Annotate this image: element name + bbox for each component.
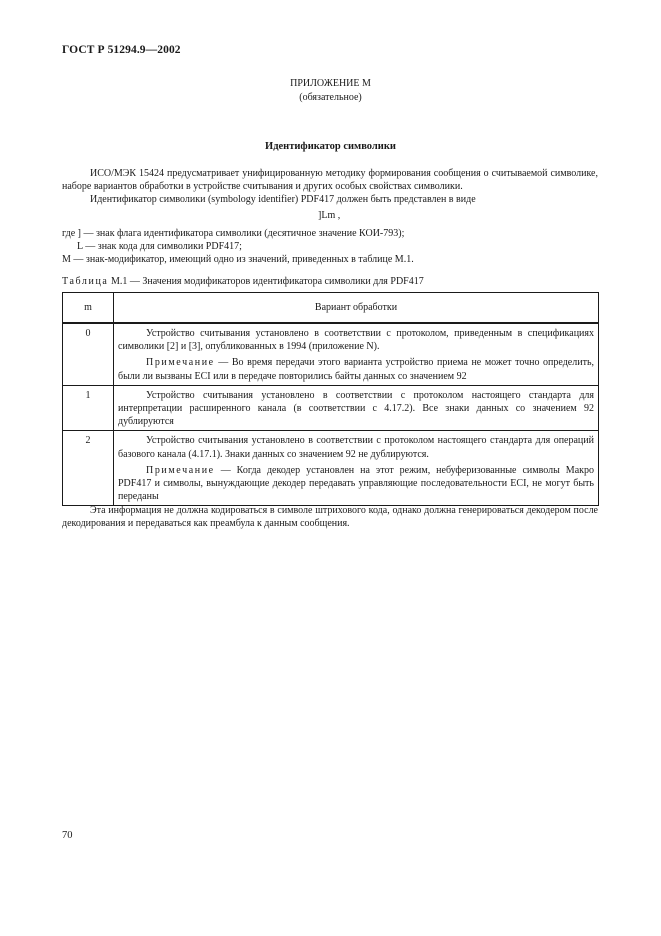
- note-text: — Когда декодер установлен на этот режим, небуферизованные символы Макро PDF417 и символы, вынуждающие декодер передавать управляющие последовательности ECI, не могут быть переданы: [118, 464, 594, 503]
- legend-definitions: [62, 227, 598, 267]
- intro-paragraph-2: Идентификатор символики (symbology identifier) PDF417 должен быть представлен в виде: [90, 194, 476, 206]
- legend-line-code: L — знак кода для символики PDF417;: [77, 241, 242, 253]
- note-label: Примечание: [146, 357, 215, 369]
- header-m: m: [63, 293, 114, 324]
- appendix-status: (обязательное): [299, 91, 362, 103]
- row-text: Устройство считывания установлено в соответствии с протоколом, приведенным в спецификациях символики [2] и [3], опубликованных в 1994 (приложение N).: [118, 328, 594, 353]
- legend-line-flag: где ] — знак флага идентификатора символики (десятичное значение КОИ-793);: [62, 228, 405, 239]
- table-caption-text: М.1 — Значения модификаторов идентификатора символики для PDF417: [108, 276, 424, 287]
- note-text: — Во время передачи этого варианта устройство приема не может точно определить, были ли вызваны ECI или в передаче повторились байты данных со значением 92: [118, 357, 594, 382]
- intro-paragraph-1: ИСО/МЭК 15424 предусматривает унифицированную методику формирования сообщения о считываемой символике, наборе вариантов обработки в устройстве считывания и других особых свойствах символики.: [62, 168, 598, 193]
- row-m-value: 1: [63, 385, 114, 431]
- intro-text: [62, 167, 598, 207]
- legend-line-modifier: M — знак-модификатор, имеющий одно из значений, приведенных в таблице М.1.: [62, 254, 414, 266]
- row-m-value: 0: [63, 323, 114, 385]
- table-caption-prefix: Таблица: [62, 276, 109, 287]
- identifier-formula: ]Lm ,: [318, 210, 341, 221]
- closing-paragraph: Эта информация не должна кодироваться в символе штрихового кода, однако должна генерироваться декодером после декодирования и передаваться как преамбула к данным сообщения.: [62, 505, 598, 530]
- appendix-label: ПРИЛОЖЕНИЕ М: [290, 78, 371, 89]
- table-row: [63, 385, 599, 431]
- appendix-heading: [0, 77, 661, 104]
- row-variant: [114, 431, 599, 506]
- row-note: [118, 356, 594, 382]
- row-note: [118, 464, 594, 504]
- note-label: Примечание: [146, 464, 215, 476]
- table-header-row: [63, 293, 599, 324]
- row-variant: [114, 385, 599, 431]
- modifier-table: [62, 292, 599, 506]
- page-number: 70: [62, 830, 73, 841]
- row-variant: [114, 323, 599, 385]
- closing-text: [62, 504, 598, 530]
- document-code: ГОСТ Р 51294.9—2002: [62, 44, 181, 56]
- table-row: [63, 431, 599, 506]
- header-variant: Вариант обработки: [114, 293, 599, 324]
- row-m-value: 2: [63, 431, 114, 506]
- table-caption: [62, 275, 424, 288]
- row-text: Устройство считывания установлено в соответствии с протоколом настоящего стандарта для интерпретации расширенного канала (в соответствии с 4.17.2). Все знаки данных со значением 92 дублируются: [118, 389, 594, 428]
- table-row: [63, 323, 599, 385]
- row-text: Устройство считывания установлено в соответствии с протоколом настоящего стандарта для операций базового канала (4.17.1). Знаки данных со значением 92 не дублируются.: [118, 435, 594, 460]
- section-title: Идентификатор символики: [265, 141, 396, 152]
